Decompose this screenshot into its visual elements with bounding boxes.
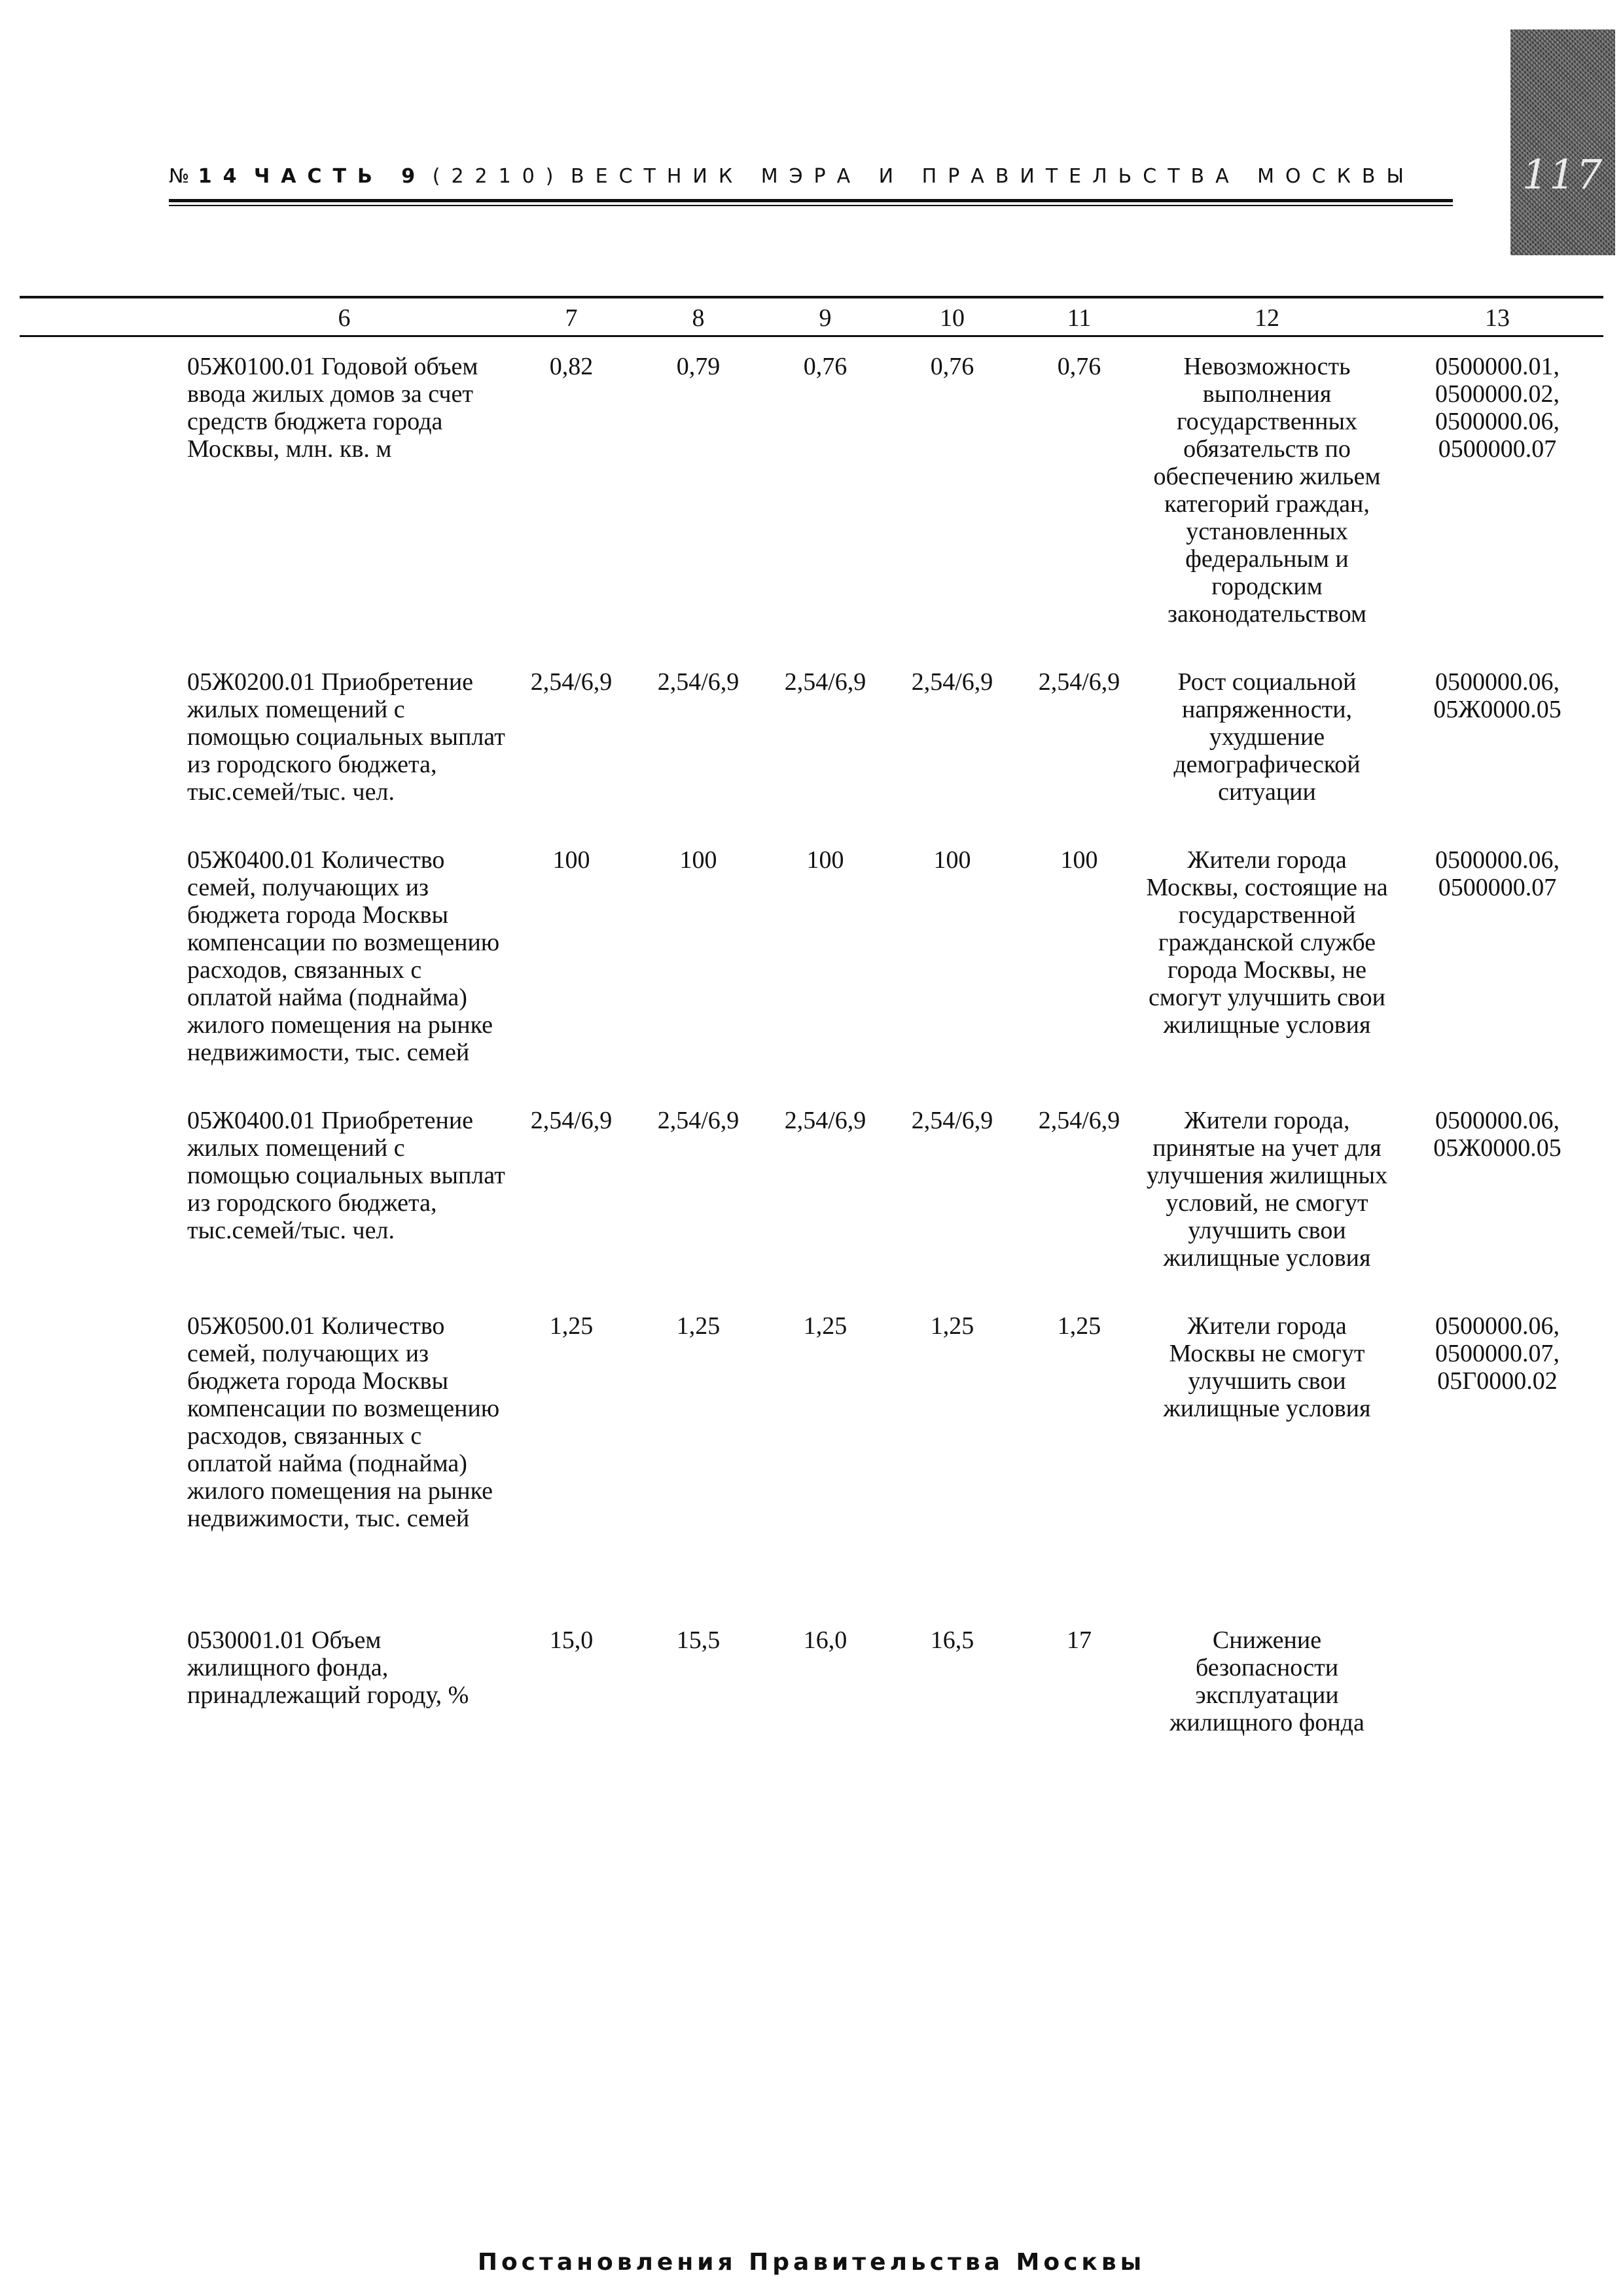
empty-cell bbox=[20, 1091, 181, 1297]
value-cell: 2,54/6,9 bbox=[657, 1107, 740, 1134]
value-cell: 0,79 bbox=[676, 353, 721, 380]
header-rule bbox=[169, 199, 1453, 202]
value-cell: 100 bbox=[933, 846, 971, 874]
codes-cell: 0500000.01, 0500000.02, 0500000.06, 0500000.07 bbox=[1435, 353, 1560, 463]
value-cell: 2,54/6,9 bbox=[530, 668, 613, 696]
table-row bbox=[20, 336, 1603, 653]
value-cell: 100 bbox=[679, 846, 717, 874]
table-row bbox=[20, 1611, 1603, 1761]
value-cell: 0,82 bbox=[549, 353, 594, 380]
serial-number: (2210) bbox=[432, 165, 565, 188]
indicators-table-wrap bbox=[20, 296, 1603, 1761]
number-sign: № bbox=[169, 165, 192, 188]
column-header: 6 bbox=[181, 297, 508, 336]
table-row bbox=[20, 1297, 1603, 1611]
consequence-cell: Жители города Москвы, состоящие на государственной гражданской службе города Москвы, не смогут улучшить свои жилищные условия bbox=[1146, 846, 1388, 1039]
column-header-row bbox=[20, 297, 1603, 336]
value-cell: 16,0 bbox=[803, 1626, 847, 1654]
value-cell: 0,76 bbox=[803, 353, 847, 380]
indicator-cell: 0530001.01 Объем жилищного фонда, принадлежащий городу, % bbox=[187, 1626, 469, 1709]
value-cell: 100 bbox=[1060, 846, 1098, 874]
column-header: 11 bbox=[1016, 297, 1143, 336]
value-cell: 100 bbox=[552, 846, 590, 874]
page-number: 117 bbox=[1522, 151, 1604, 198]
value-cell: 2,54/6,9 bbox=[911, 668, 993, 696]
value-cell: 1,25 bbox=[676, 1312, 721, 1340]
value-cell: 100 bbox=[806, 846, 844, 874]
page-number-badge bbox=[1510, 29, 1615, 255]
value-cell: 2,54/6,9 bbox=[1038, 1107, 1120, 1134]
column-header: 9 bbox=[762, 297, 889, 336]
table-row bbox=[20, 831, 1603, 1091]
value-cell: 2,54/6,9 bbox=[911, 1107, 993, 1134]
value-cell: 15,5 bbox=[676, 1626, 721, 1654]
indicator-cell: 05Ж0400.01 Количество семей, получающих из бюджета города Москвы компенсации по возмещению расходов, связанных с оплатой найма (поднайма) жилого помещения на рынке недвижимости, тыс. семей bbox=[187, 846, 500, 1066]
column-header-empty bbox=[20, 297, 181, 336]
indicator-cell: 05Ж0100.01 Годовой объем ввода жилых домов за счет средств бюджета города Москвы, млн. кв. м bbox=[187, 353, 478, 463]
column-header: 10 bbox=[889, 297, 1016, 336]
consequence-cell: Жители города Москвы не смогут улучшить свои жилищные условия bbox=[1163, 1312, 1371, 1422]
indicator-cell: 05Ж0200.01 Приобретение жилых помещений с помощью социальных выплат из городского бюджета, тыс.семей/тыс. чел. bbox=[187, 668, 505, 806]
value-cell: 2,54/6,9 bbox=[784, 668, 866, 696]
column-header: 7 bbox=[508, 297, 635, 336]
part-label: ЧАСТЬ 9 bbox=[254, 165, 427, 188]
table-row bbox=[20, 653, 1603, 831]
empty-cell bbox=[20, 336, 181, 653]
codes-cell: 0500000.06, 0500000.07 bbox=[1435, 846, 1560, 901]
empty-cell bbox=[20, 653, 181, 831]
consequence-cell: Рост социальной напряженности, ухудшение демографической ситуации bbox=[1173, 668, 1361, 806]
value-cell: 0,76 bbox=[930, 353, 974, 380]
consequence-cell: Снижение безопасности эксплуатации жилищного фонда bbox=[1169, 1626, 1364, 1736]
value-cell: 2,54/6,9 bbox=[1038, 668, 1120, 696]
footer-section-title: Постановления Правительства Москвы bbox=[477, 2249, 1146, 2276]
codes-cell: 0500000.06, 0500000.07, 05Г0000.02 bbox=[1435, 1312, 1560, 1395]
value-cell: 16,5 bbox=[930, 1626, 974, 1654]
codes-cell: 0500000.06, 05Ж0000.05 bbox=[1433, 1107, 1561, 1162]
header-rule-thin bbox=[169, 205, 1453, 206]
value-cell: 1,25 bbox=[803, 1312, 847, 1340]
value-cell: 17 bbox=[1067, 1626, 1092, 1654]
journal-title: ВЕСТНИК МЭРА И ПРАВИТЕЛЬСТВА МОСКВЫ bbox=[571, 165, 1415, 188]
value-cell: 1,25 bbox=[1057, 1312, 1101, 1340]
column-header: 8 bbox=[635, 297, 762, 336]
value-cell: 1,25 bbox=[930, 1312, 974, 1340]
table-row bbox=[20, 1091, 1603, 1297]
indicator-cell: 05Ж0400.01 Приобретение жилых помещений с помощью социальных выплат из городского бюджета, тыс.семей/тыс. чел. bbox=[187, 1107, 505, 1244]
consequence-cell: Невозможность выполнения государственных обязательств по обеспечению жильем категорий граждан, установленных федеральным и городским законодательством bbox=[1153, 353, 1381, 628]
indicators-table bbox=[20, 296, 1603, 1761]
value-cell: 0,76 bbox=[1057, 353, 1101, 380]
value-cell: 2,54/6,9 bbox=[657, 668, 740, 696]
value-cell: 2,54/6,9 bbox=[530, 1107, 613, 1134]
value-cell: 2,54/6,9 bbox=[784, 1107, 866, 1134]
value-cell: 15,0 bbox=[549, 1626, 594, 1654]
indicator-cell: 05Ж0500.01 Количество семей, получающих из бюджета города Москвы компенсации по возмещению расходов, связанных с оплатой найма (поднайма) жилого помещения на рынке недвижимости, тыс. семей bbox=[187, 1312, 500, 1532]
column-header: 12 bbox=[1143, 297, 1391, 336]
empty-cell bbox=[20, 1297, 181, 1611]
column-header: 13 bbox=[1391, 297, 1603, 336]
running-header bbox=[169, 165, 1452, 188]
consequence-cell: Жители города, принятые на учет для улучшения жилищных условий, не смогут улучшить свои жилищные условия bbox=[1146, 1107, 1388, 1272]
issue-number: 14 bbox=[198, 165, 248, 188]
codes-cell: 0500000.06, 05Ж0000.05 bbox=[1433, 668, 1561, 723]
value-cell: 1,25 bbox=[549, 1312, 594, 1340]
empty-cell bbox=[20, 831, 181, 1091]
empty-cell bbox=[20, 1611, 181, 1761]
codes-cell bbox=[1391, 1611, 1603, 1761]
